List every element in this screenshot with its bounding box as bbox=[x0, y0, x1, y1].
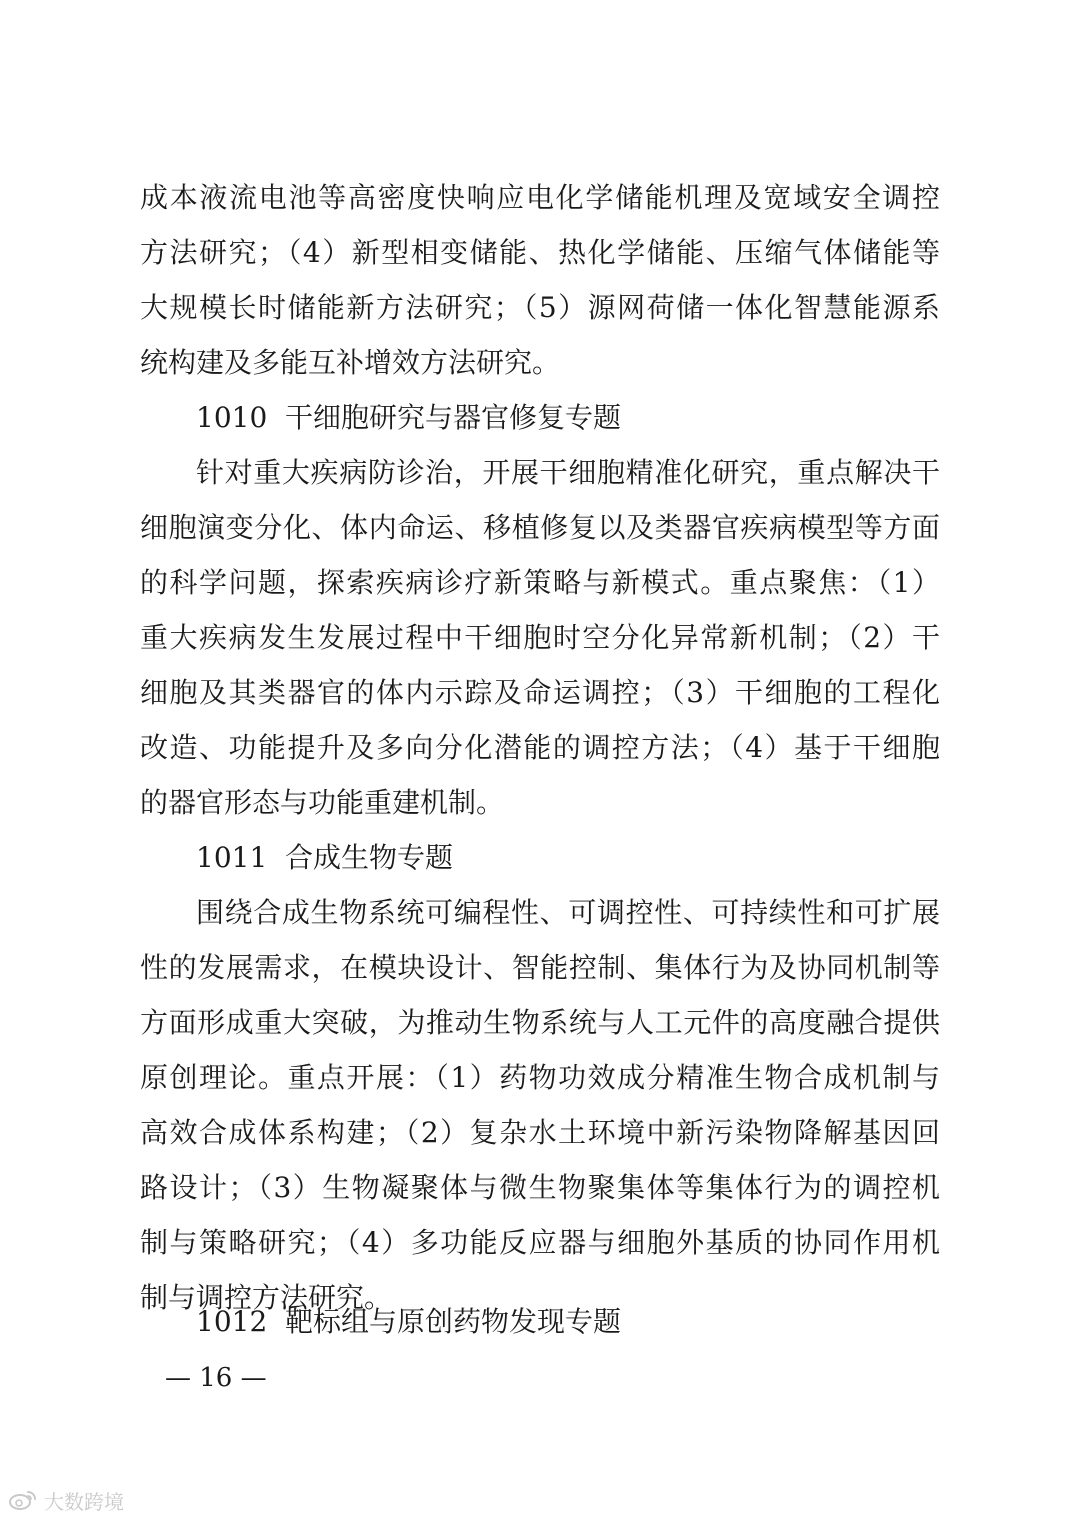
paragraph-line: 的器官形态与功能重建机制。 bbox=[140, 786, 505, 819]
paragraph-line: 大规模长时储能新方法研究；（5）源网荷储一体化智慧能源系 bbox=[140, 291, 940, 324]
paragraph-line: 统构建及多能互补增效方法研究。 bbox=[140, 346, 561, 379]
section-heading-1011: 1011 合成生物专题 bbox=[196, 841, 454, 874]
paragraph-line: 原创理论。重点开展：（1）药物功效成分精准生物合成机制与 bbox=[140, 1061, 940, 1094]
paragraph-line: 的科学问题，探索疾病诊疗新策略与新模式。重点聚焦：（1） bbox=[140, 566, 940, 599]
paragraph-line: 重大疾病发生发展过程中干细胞时空分化异常新机制；（2）干 bbox=[140, 621, 940, 654]
paragraph-line: 成本液流电池等高密度快响应电化学储能机理及宽域安全调控 bbox=[140, 181, 940, 214]
paragraph-line: 方面形成重大突破，为推动生物系统与人工元件的高度融合提供 bbox=[140, 1006, 940, 1039]
paragraph-line: 路设计；（3）生物凝聚体与微生物聚集体等集体行为的调控机 bbox=[140, 1171, 940, 1204]
page-number: — 16 — bbox=[165, 1363, 267, 1393]
watermark-text: 大数跨境 bbox=[44, 1489, 124, 1514]
paragraph-line: 改造、功能提升及多向分化潜能的调控方法；（4）基于干细胞 bbox=[140, 731, 940, 764]
section-heading-1010: 1010 干细胞研究与器官修复专题 bbox=[196, 401, 622, 434]
watermark bbox=[8, 1482, 124, 1518]
paragraph-line: 针对重大疾病防诊治，开展干细胞精准化研究，重点解决干 bbox=[196, 456, 940, 489]
section-heading-1012: 1012 靶标组与原创药物发现专题 bbox=[196, 1305, 622, 1338]
paragraph-line: 制与策略研究；（4）多功能反应器与细胞外基质的协同作用机 bbox=[140, 1226, 940, 1259]
paragraph-line: 方法研究；（4）新型相变储能、热化学储能、压缩气体储能等 bbox=[140, 236, 940, 269]
paragraph-line: 性的发展需求，在模块设计、智能控制、集体行为及协同机制等 bbox=[140, 951, 940, 984]
paragraph-line: 细胞及其类器官的体内示踪及命运调控；（3）干细胞的工程化 bbox=[140, 676, 940, 709]
paragraph-line: 围绕合成生物系统可编程性、可调控性、可持续性和可扩展 bbox=[196, 896, 940, 929]
paragraph-line: 高效合成体系构建；（2）复杂水土环境中新污染物降解基因回 bbox=[140, 1116, 940, 1149]
weibo-logo-icon bbox=[8, 1489, 38, 1511]
paragraph-line: 制与调控方法研究。 bbox=[140, 1281, 393, 1314]
paragraph-line: 细胞演变分化、体内命运、移植修复以及类器官疾病模型等方面 bbox=[140, 511, 940, 544]
